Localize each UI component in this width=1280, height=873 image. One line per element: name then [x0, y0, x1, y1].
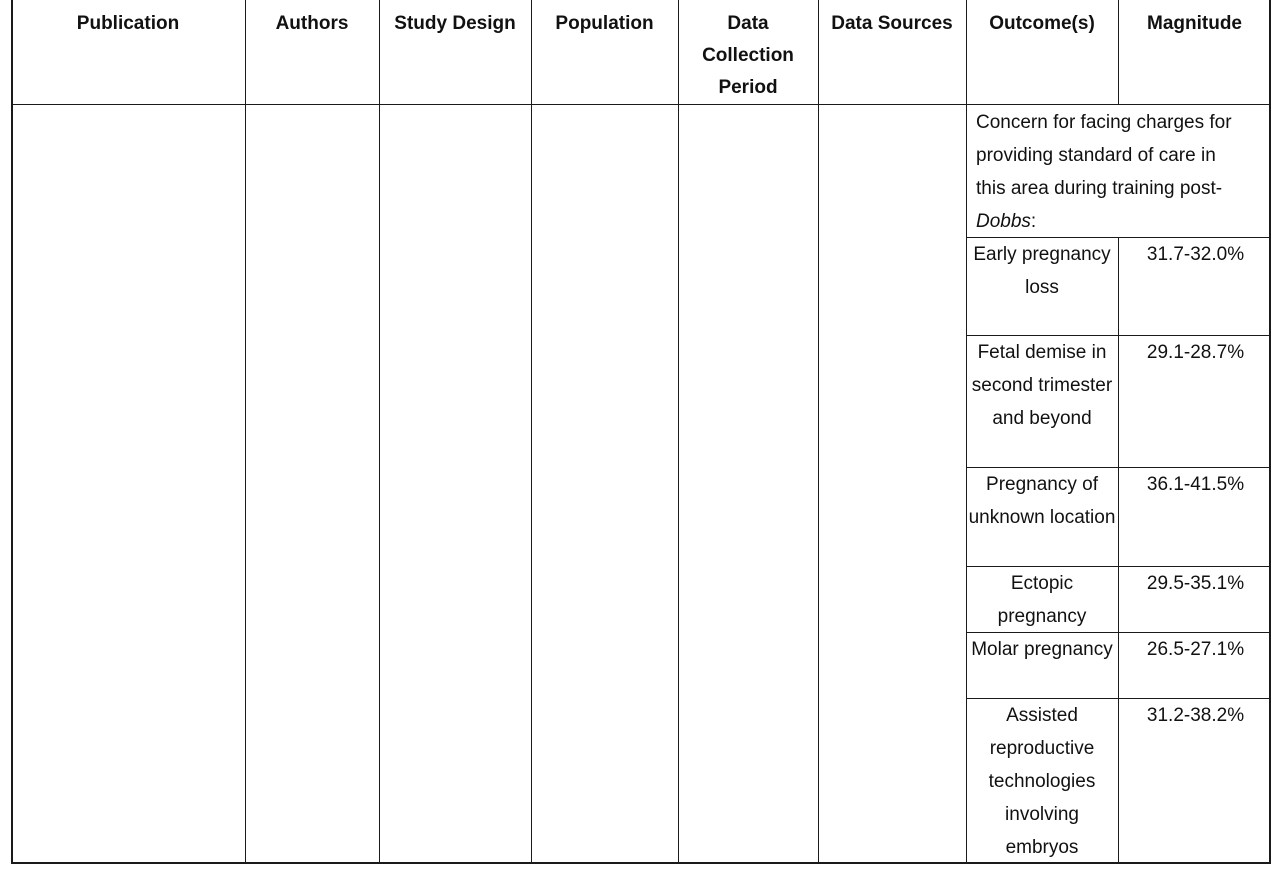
magnitude-value: 29.5-35.1% [1146, 573, 1245, 594]
magnitude-value: 31.7-32.0% [1146, 244, 1245, 265]
header-magnitude: Magnitude [1147, 13, 1242, 34]
outcome-intro-colon: : [1030, 211, 1037, 232]
column-divider [379, 0, 380, 864]
column-divider [818, 0, 819, 864]
header-data-collection-period [678, 8, 818, 104]
outcome-intro-case-name: Dobbs [976, 211, 1031, 232]
outcome-label: Ectopic pregnancy [997, 573, 1087, 627]
outcome-intro-text: Concern for facing charges for providing standard of care in this area during training post- [976, 112, 1232, 199]
outcome-label: Molar pregnancy [971, 639, 1113, 660]
header-population: Population [555, 13, 654, 34]
outcome-intro [976, 106, 1246, 238]
header-outcomes: Outcome(s) [989, 13, 1095, 34]
outcome-label: Assisted reproductive technologies involving embryos [988, 705, 1096, 858]
column-divider [966, 0, 967, 864]
outcome-label: Early pregnancy loss [973, 244, 1111, 298]
magnitude-value: 29.1-28.7% [1146, 342, 1245, 363]
column-divider [531, 0, 532, 864]
column-divider [1118, 237, 1119, 864]
magnitude-value: 31.2-38.2% [1146, 705, 1245, 726]
magnitude-value: 36.1-41.5% [1146, 474, 1245, 495]
header-line: Collection [702, 45, 794, 66]
magnitude-value: 26.5-27.1% [1146, 639, 1245, 660]
header-line: Period [718, 77, 778, 98]
outcome-label: Fetal demise in second trimester and beyond [971, 342, 1113, 429]
column-divider [245, 0, 246, 864]
outcome-label: Pregnancy of unknown location [968, 474, 1116, 528]
header-data-sources: Data Sources [831, 13, 953, 34]
header-publication: Publication [76, 13, 180, 34]
header-study-design: Study Design [394, 13, 516, 34]
column-divider [678, 0, 679, 864]
header-divider [11, 104, 1271, 105]
header-authors: Authors [275, 13, 349, 34]
header-line: Data [727, 13, 769, 34]
